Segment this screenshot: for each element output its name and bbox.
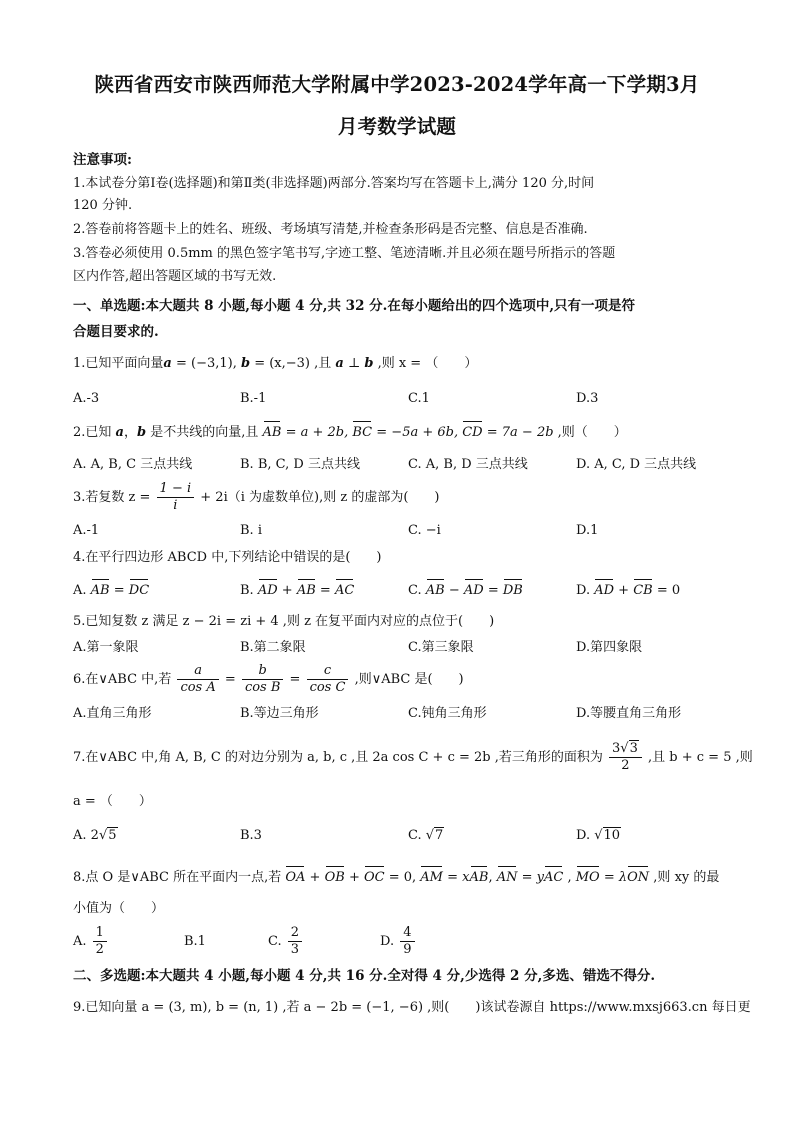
q6-n3: c [307, 663, 349, 680]
q4-option-d[interactable]: D. AD + CB = 0 [576, 583, 681, 598]
q7-text-b: ,且 b + c = 5 ,则 [643, 750, 753, 765]
q3-fraction [157, 481, 195, 514]
q6-d3: cos C [309, 680, 346, 695]
q8-option-c[interactable] [268, 924, 304, 960]
q7-option-d[interactable]: D. √10 [576, 828, 621, 843]
q8-text-c: ,则 xy 的最 [649, 870, 720, 885]
q6-n1: a [177, 663, 218, 680]
q1-vec-b2: b [364, 356, 374, 371]
q7-denominator: 2 [621, 758, 630, 773]
q8-vec-am: AM [420, 870, 443, 885]
q2-option-c[interactable]: C. A, B, D 三点共线 [408, 457, 528, 472]
q1-vec-a: a [163, 356, 172, 371]
q8-a-label: A. [73, 934, 91, 949]
q1-text-b: = (−3,1), [171, 356, 241, 371]
notice-heading: 注意事项: [73, 152, 132, 168]
q7-option-c[interactable]: C. √7 [408, 828, 444, 843]
q4-d-label: D. [576, 583, 595, 598]
q2-eq2: = −5a + 6b, [372, 425, 463, 440]
q4-b-vec3: AC [334, 583, 355, 598]
q4-a-op: = [109, 583, 129, 598]
q1-option-b[interactable]: B.-1 [240, 391, 267, 406]
q4-d-vec1: AD [594, 583, 615, 598]
q4-c-label: C. [408, 583, 426, 598]
notice-item3-line2: 区内作答,超出答题区域的书写无效. [73, 269, 277, 284]
question-6 [73, 662, 464, 698]
exam-title-line2: 月考数学试题 [337, 115, 457, 138]
q2-option-d[interactable]: D. A, C, D 三点共线 [576, 457, 697, 472]
q8-d-num: 4 [400, 925, 414, 942]
q2-text-e: 是不共线的向量,且 [146, 425, 263, 440]
q8-line2: 小值为（ ） [73, 901, 165, 916]
q6-text-a: 6.在∨ABC 中,若 [73, 672, 176, 687]
q3-option-d[interactable]: D.1 [576, 523, 599, 538]
question-2 [73, 424, 627, 442]
q5-option-a[interactable]: A.第一象限 [73, 640, 139, 655]
q4-option-a[interactable] [73, 582, 149, 600]
q8-a-den: 2 [95, 942, 104, 957]
q7-a-root: 5 [108, 828, 117, 843]
q8-vec-ab: AB [469, 870, 489, 885]
q8-vec-oa: OA [285, 870, 306, 885]
q5-option-d[interactable]: D.第四象限 [576, 640, 643, 655]
q7-a-pre: A. 2 [73, 828, 99, 843]
q1-option-d[interactable]: D.3 [576, 391, 599, 406]
q6-d1: cos A [180, 680, 216, 695]
q8-vec-an: AN [496, 870, 518, 885]
q8-vec-ob: OB [324, 870, 345, 885]
question-9: 9.已知向量 a = (3, m), b = (n, 1) ,若 a − 2b = (−1, −6) ,则( )该试卷源自 https://www.mxsj663.cn 每日更 [73, 1000, 751, 1015]
q1-text-d: ⊥ [343, 356, 365, 371]
section1-heading-line1: 一、单选题:本大题共 8 小题,每小题 4 分,共 32 分.在每小题给出的四个选项中,只有一项是符 [73, 298, 636, 314]
q4-b-label: B. [240, 583, 258, 598]
q2-vec-bc: BC [352, 425, 373, 440]
q6-option-c[interactable]: C.钝角三角形 [408, 706, 487, 721]
q6-d2: cos B [244, 680, 281, 695]
q3-option-c[interactable]: C. −i [408, 523, 441, 538]
q4-c-vec2: AD [463, 583, 484, 598]
q7-fraction [609, 741, 642, 774]
q8-vec-on: ON [627, 870, 650, 885]
q2-text-f: ,则（ ） [553, 425, 627, 440]
question-3 [73, 480, 439, 516]
section2-heading: 二、多选题:本大题共 4 小题,每小题 4 分,共 16 分.全对得 4 分,少选得 2 分,多选、错选不得分. [73, 968, 656, 984]
q2-text-c: ， [123, 425, 137, 440]
q8-c-label: C. [268, 934, 286, 949]
question-5: 5.已知复数 z 满足 z − 2i = zi + 4 ,则 z 在复平面内对应的点位于( ) [73, 614, 495, 629]
notice-item1-line1: 1.本试卷分第Ⅰ卷(选择题)和第Ⅱ类(非选择题)两部分.答案均写在答题卡上,满分 120 分,时间 [73, 176, 595, 191]
q4-c-vec3: DB [502, 583, 523, 598]
q2-eq1: = a + 2b, [281, 425, 353, 440]
q8-yac-pre: = y [517, 870, 544, 885]
q8-d-den: 9 [403, 942, 412, 957]
q7-d-pre: D. [576, 828, 595, 843]
q8-d-frac [400, 925, 414, 958]
q1-text-a: 1.已知平面向量 [73, 356, 164, 371]
q1-option-c[interactable]: C.1 [408, 391, 430, 406]
q3-option-a[interactable]: A.-1 [73, 523, 100, 538]
exam-title-line1: 陕西省西安市陕西师范大学附属中学2023-2024学年高一下学期3月 [94, 73, 700, 96]
q4-d-vec2: CB [633, 583, 653, 598]
q6-eq1: = [220, 672, 240, 687]
q2-text-a: 2.已知 [73, 425, 116, 440]
q3-numerator: 1 − i [157, 481, 195, 498]
q5-option-c[interactable]: C.第三象限 [408, 640, 474, 655]
q8-lon-pre: = λ [599, 870, 628, 885]
question-4: 4.在平行四边形 ABCD 中,下列结论中错误的是( ) [73, 550, 382, 565]
q2-vec-cd: CD [462, 425, 483, 440]
notice-item3-line1: 3.答卷必须使用 0.5mm 的黑色签字笔书写,字迹工整、笔迹清晰.并且必须在题号所指示的答题 [73, 246, 616, 261]
q7-text-a: 7.在∨ABC 中,角 A, B, C 的对边分别为 a, b, c ,且 2a cos C + c = 2b ,若三角形的面积为 [73, 750, 608, 765]
q8-c-den: 3 [290, 942, 300, 957]
q4-a-label: A. [73, 583, 91, 598]
q2-option-b[interactable]: B. B, C, D 三点共线 [240, 457, 360, 472]
q3-text-b: + 2i（i 为虚数单位),则 z 的虚部为( ) [196, 490, 440, 505]
q7-num-a: 3 [612, 741, 621, 756]
q1-vec-b: b [240, 356, 251, 371]
q2-a: a [115, 425, 124, 440]
q2-eq3: = 7a − 2b [482, 425, 554, 440]
q1-vec-a2: a [335, 356, 344, 371]
q7-numerator: 3√3 [609, 741, 642, 758]
q6-eq2: = [285, 672, 305, 687]
q2-vec-ab: AB [262, 425, 282, 440]
q4-option-b[interactable]: B. AD + AB = AC [240, 583, 355, 598]
q8-text-b: = 0, [384, 870, 421, 885]
q8-option-d[interactable] [380, 924, 417, 960]
question-8: 8.点 O 是∨ABC 所在平面内一点,若 OA + OB + OC = 0, AM = xAB, AN = yAC , MO = λON ,则 xy 的最 [73, 870, 720, 885]
q6-text-b: ,则∨ABC 是( ) [350, 672, 464, 687]
q3-denominator: i [173, 498, 178, 513]
q8-xab-pre: = x [443, 870, 470, 885]
q6-frac-a [177, 663, 218, 696]
q8-a-frac [93, 925, 107, 958]
q8-vec-ac: AC [544, 870, 564, 885]
q8-c-num: 2 [288, 925, 302, 942]
q1-option-a[interactable]: A.-3 [73, 391, 100, 406]
q7-option-b[interactable]: B.3 [240, 828, 262, 843]
q7-num-root: 3 [629, 741, 638, 756]
q5-option-b[interactable]: B.第二象限 [240, 640, 306, 655]
q2-option-a[interactable]: A. A, B, C 三点共线 [73, 457, 193, 472]
q4-b-vec1: AD [257, 583, 278, 598]
q8-option-b[interactable]: B.1 [184, 934, 206, 949]
q6-option-b[interactable]: B.等边三角形 [240, 706, 319, 721]
notice-item2: 2.答卷前将答题卡上的姓名、班级、考场填写清楚,并检查条形码是否完整、信息是否准确. [73, 222, 588, 237]
q4-c-vec1: AB [425, 583, 445, 598]
q1-text-c: = (x,−3) ,且 [250, 356, 336, 371]
notice-item1-line2: 120 分钟. [73, 198, 133, 213]
q4-b-vec2: AB [296, 583, 316, 598]
q1-text-e: ,则 x = （ ） [373, 356, 478, 371]
q8-a-num: 1 [93, 925, 107, 942]
q7-line2: a = （ ） [73, 794, 152, 809]
q3-option-b[interactable]: B. i [240, 523, 262, 538]
q6-frac-c [307, 663, 349, 696]
q8-vec-oc: OC [363, 870, 385, 885]
q6-frac-b [242, 663, 283, 696]
q2-b: b [137, 425, 147, 440]
q6-option-d[interactable]: D.等腰直角三角形 [576, 706, 682, 721]
question-1 [73, 355, 477, 373]
q6-option-a[interactable]: A.直角三角形 [73, 706, 152, 721]
q4-a-vec2: DC [128, 583, 150, 598]
q8-vec-mo: MO [575, 870, 600, 885]
q8-option-a[interactable] [73, 924, 109, 960]
q7-option-a[interactable]: A. 2√5 [73, 828, 117, 843]
q6-n2: b [242, 663, 283, 680]
section1-heading-line2: 合题目要求的. [73, 324, 159, 340]
q3-text-a: 3.若复数 z = [73, 490, 155, 505]
question-7 [73, 738, 753, 778]
q8-c-frac [288, 925, 302, 958]
q7-d-root: 10 [603, 828, 621, 843]
q7-c-pre: C. [408, 828, 426, 843]
q4-d-end: = 0 [652, 583, 681, 598]
q4-a-vec1: AB [90, 583, 110, 598]
q8-text-a: 8.点 O 是∨ABC 所在平面内一点,若 [73, 870, 286, 885]
q7-c-root: 7 [435, 828, 444, 843]
q8-d-label: D. [380, 934, 399, 949]
q4-option-c[interactable]: C. AB − AD = DB [408, 583, 523, 598]
